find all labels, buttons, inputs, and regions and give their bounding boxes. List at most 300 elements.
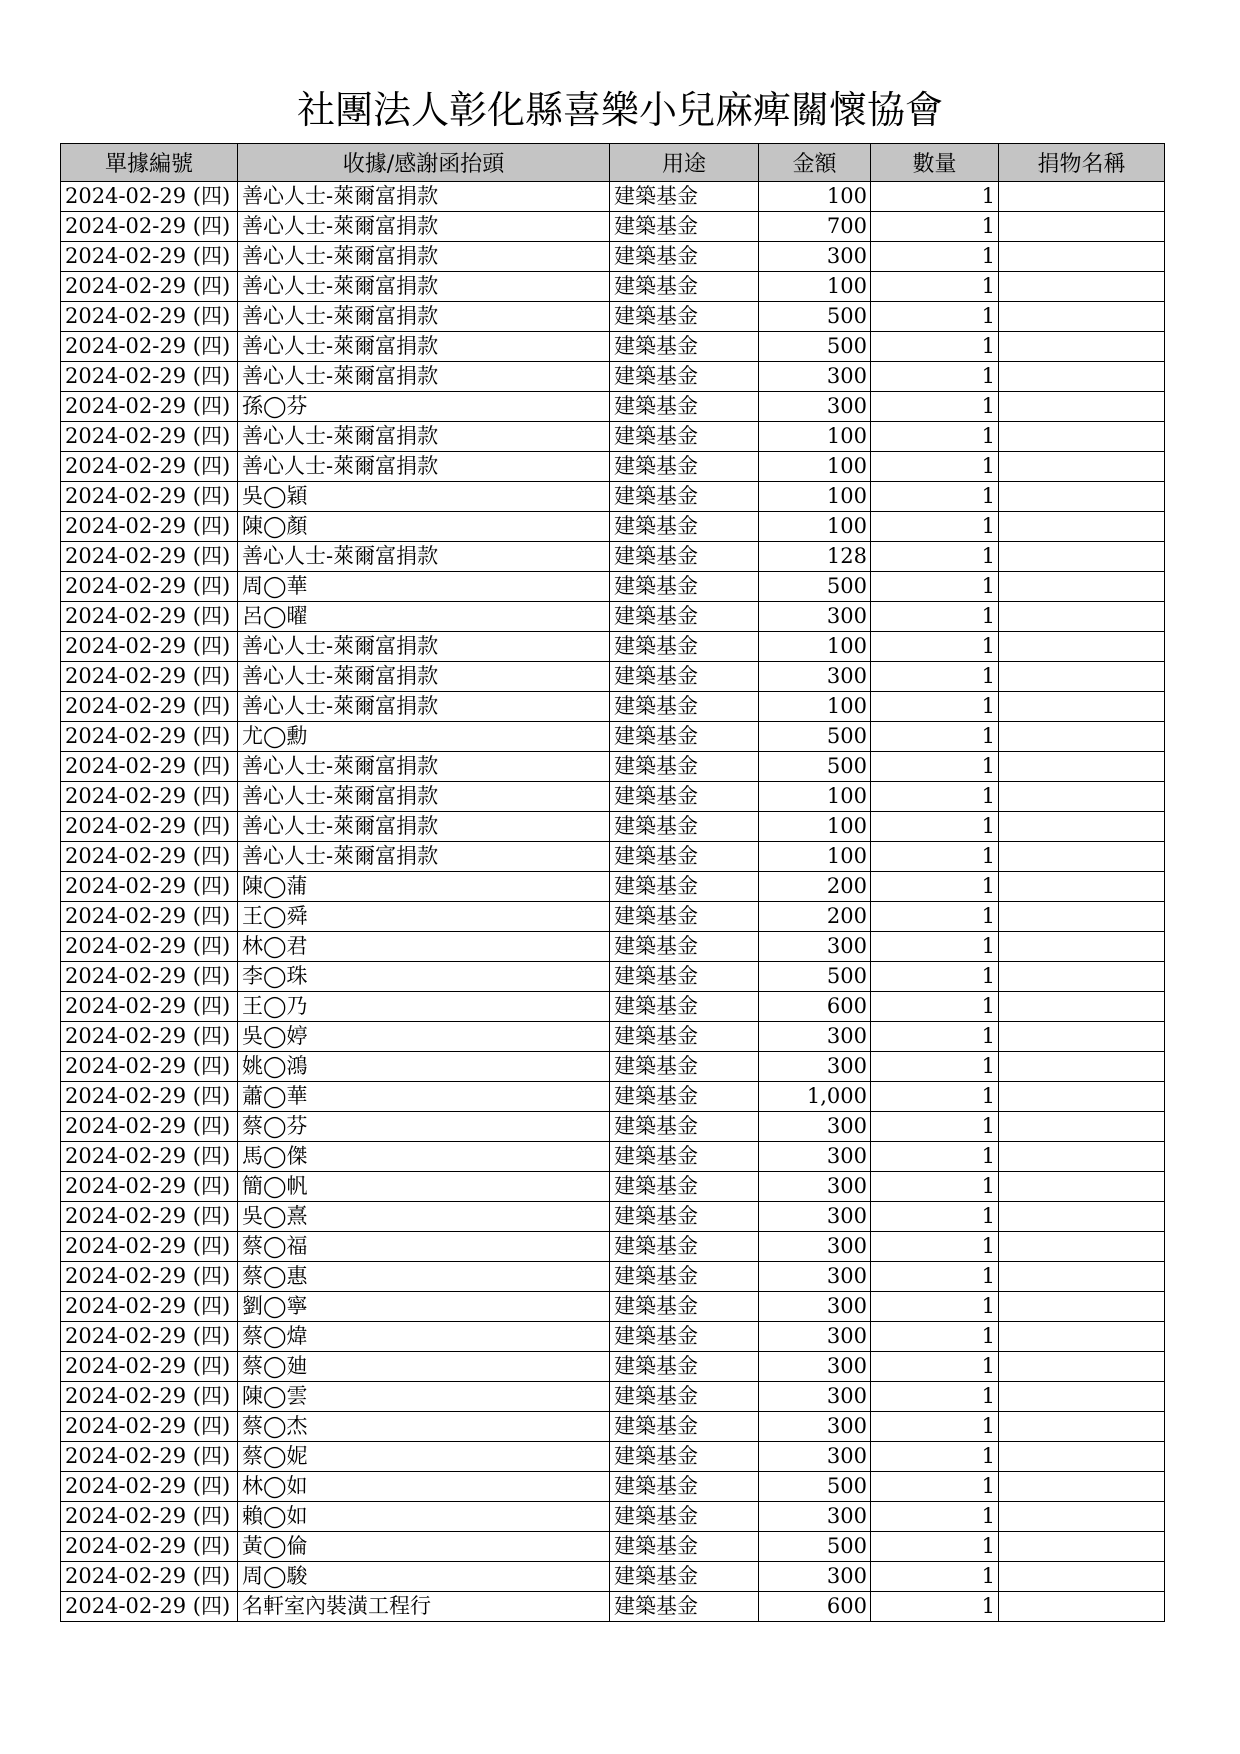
header-receipt-title: 收據/感謝函抬頭: [238, 144, 610, 182]
cell-quantity: 1: [871, 1142, 999, 1172]
cell-amount: 300: [759, 662, 871, 692]
cell-amount: 300: [759, 1562, 871, 1592]
cell-receipt-title: 李◯珠: [238, 962, 610, 992]
cell-purpose: 建築基金: [610, 782, 759, 812]
cell-amount: 100: [759, 182, 871, 212]
cell-purpose: 建築基金: [610, 1052, 759, 1082]
cell-amount: 100: [759, 782, 871, 812]
cell-quantity: 1: [871, 1352, 999, 1382]
cell-quantity: 1: [871, 812, 999, 842]
table-row: [61, 992, 1165, 1022]
cell-purpose: 建築基金: [610, 1082, 759, 1112]
cell-receipt-number: 2024-02-29 (四): [61, 242, 238, 272]
cell-quantity: 1: [871, 482, 999, 512]
cell-receipt-title: 劉◯寧: [238, 1292, 610, 1322]
cell-receipt-title: 王◯舜: [238, 902, 610, 932]
cell-receipt-number: 2024-02-29 (四): [61, 1142, 238, 1172]
header-purpose: 用途: [610, 144, 759, 182]
cell-item-name: [999, 512, 1165, 542]
table-row: [61, 1322, 1165, 1352]
cell-amount: 300: [759, 1232, 871, 1262]
cell-purpose: 建築基金: [610, 1112, 759, 1142]
cell-receipt-title: 馬◯傑: [238, 1142, 610, 1172]
cell-receipt-number: 2024-02-29 (四): [61, 1022, 238, 1052]
cell-receipt-number: 2024-02-29 (四): [61, 182, 238, 212]
cell-amount: 100: [759, 842, 871, 872]
cell-amount: 300: [759, 1442, 871, 1472]
cell-amount: 500: [759, 722, 871, 752]
cell-receipt-title: 善心人士-萊爾富捐款: [238, 692, 610, 722]
cell-item-name: [999, 272, 1165, 302]
cell-quantity: 1: [871, 272, 999, 302]
table-row: [61, 1172, 1165, 1202]
cell-amount: 100: [759, 692, 871, 722]
cell-quantity: 1: [871, 572, 999, 602]
cell-item-name: [999, 212, 1165, 242]
cell-receipt-number: 2024-02-29 (四): [61, 1442, 238, 1472]
cell-purpose: 建築基金: [610, 842, 759, 872]
header-item-name: 捐物名稱: [999, 144, 1165, 182]
table-row: [61, 182, 1165, 212]
cell-receipt-number: 2024-02-29 (四): [61, 572, 238, 602]
cell-amount: 300: [759, 1382, 871, 1412]
cell-receipt-number: 2024-02-29 (四): [61, 1082, 238, 1112]
cell-item-name: [999, 1022, 1165, 1052]
cell-purpose: 建築基金: [610, 242, 759, 272]
table-row: [61, 302, 1165, 332]
cell-amount: 300: [759, 1502, 871, 1532]
cell-purpose: 建築基金: [610, 362, 759, 392]
cell-purpose: 建築基金: [610, 182, 759, 212]
cell-amount: 300: [759, 1112, 871, 1142]
cell-receipt-title: 善心人士-萊爾富捐款: [238, 422, 610, 452]
cell-quantity: 1: [871, 362, 999, 392]
table-row: [61, 1442, 1165, 1472]
cell-receipt-number: 2024-02-29 (四): [61, 1292, 238, 1322]
table-row: [61, 902, 1165, 932]
table-row: [61, 812, 1165, 842]
cell-quantity: 1: [871, 542, 999, 572]
cell-purpose: 建築基金: [610, 932, 759, 962]
table-row: [61, 272, 1165, 302]
cell-purpose: 建築基金: [610, 332, 759, 362]
cell-amount: 300: [759, 932, 871, 962]
cell-receipt-number: 2024-02-29 (四): [61, 962, 238, 992]
cell-receipt-number: 2024-02-29 (四): [61, 782, 238, 812]
table-row: [61, 662, 1165, 692]
cell-quantity: 1: [871, 1382, 999, 1412]
cell-item-name: [999, 662, 1165, 692]
table-row: [61, 1232, 1165, 1262]
cell-quantity: 1: [871, 1322, 999, 1352]
table-row: [61, 782, 1165, 812]
cell-receipt-title: 善心人士-萊爾富捐款: [238, 662, 610, 692]
cell-purpose: 建築基金: [610, 1472, 759, 1502]
cell-item-name: [999, 1322, 1165, 1352]
cell-receipt-number: 2024-02-29 (四): [61, 422, 238, 452]
table-row: [61, 1262, 1165, 1292]
cell-receipt-number: 2024-02-29 (四): [61, 932, 238, 962]
cell-amount: 500: [759, 1532, 871, 1562]
table-row: [61, 572, 1165, 602]
cell-amount: 300: [759, 1292, 871, 1322]
cell-quantity: 1: [871, 512, 999, 542]
cell-receipt-title: 蔡◯福: [238, 1232, 610, 1262]
cell-quantity: 1: [871, 452, 999, 482]
cell-amount: 100: [759, 482, 871, 512]
cell-receipt-number: 2024-02-29 (四): [61, 1052, 238, 1082]
cell-receipt-number: 2024-02-29 (四): [61, 392, 238, 422]
cell-receipt-title: 呂◯曜: [238, 602, 610, 632]
cell-amount: 500: [759, 1472, 871, 1502]
cell-item-name: [999, 1592, 1165, 1622]
cell-amount: 600: [759, 1592, 871, 1622]
cell-receipt-title: 善心人士-萊爾富捐款: [238, 302, 610, 332]
cell-receipt-number: 2024-02-29 (四): [61, 272, 238, 302]
cell-quantity: 1: [871, 1082, 999, 1112]
cell-receipt-number: 2024-02-29 (四): [61, 872, 238, 902]
cell-quantity: 1: [871, 1172, 999, 1202]
cell-receipt-title: 蔡◯妮: [238, 1442, 610, 1472]
cell-item-name: [999, 332, 1165, 362]
cell-receipt-title: 陳◯顏: [238, 512, 610, 542]
cell-quantity: 1: [871, 1502, 999, 1532]
cell-receipt-title: 善心人士-萊爾富捐款: [238, 272, 610, 302]
table-row: [61, 962, 1165, 992]
cell-amount: 300: [759, 1412, 871, 1442]
table-row: [61, 332, 1165, 362]
cell-quantity: 1: [871, 422, 999, 452]
cell-amount: 500: [759, 752, 871, 782]
cell-receipt-number: 2024-02-29 (四): [61, 212, 238, 242]
cell-quantity: 1: [871, 1292, 999, 1322]
cell-item-name: [999, 632, 1165, 662]
cell-purpose: 建築基金: [610, 1352, 759, 1382]
cell-receipt-title: 善心人士-萊爾富捐款: [238, 782, 610, 812]
cell-quantity: 1: [871, 632, 999, 662]
cell-receipt-title: 善心人士-萊爾富捐款: [238, 842, 610, 872]
cell-receipt-number: 2024-02-29 (四): [61, 602, 238, 632]
cell-quantity: 1: [871, 962, 999, 992]
cell-item-name: [999, 722, 1165, 752]
cell-item-name: [999, 392, 1165, 422]
cell-quantity: 1: [871, 1232, 999, 1262]
cell-receipt-title: 賴◯如: [238, 1502, 610, 1532]
cell-amount: 500: [759, 302, 871, 332]
cell-purpose: 建築基金: [610, 992, 759, 1022]
cell-receipt-number: 2024-02-29 (四): [61, 902, 238, 932]
cell-purpose: 建築基金: [610, 1172, 759, 1202]
header-quantity: 數量: [871, 144, 999, 182]
cell-purpose: 建築基金: [610, 1202, 759, 1232]
cell-amount: 700: [759, 212, 871, 242]
cell-receipt-number: 2024-02-29 (四): [61, 1532, 238, 1562]
cell-receipt-title: 陳◯蒲: [238, 872, 610, 902]
cell-receipt-number: 2024-02-29 (四): [61, 1172, 238, 1202]
cell-item-name: [999, 692, 1165, 722]
cell-receipt-title: 蔡◯廸: [238, 1352, 610, 1382]
cell-purpose: 建築基金: [610, 632, 759, 662]
table-row: [61, 1022, 1165, 1052]
header-receipt-number: 單據編號: [61, 144, 238, 182]
cell-quantity: 1: [871, 1262, 999, 1292]
cell-item-name: [999, 452, 1165, 482]
cell-amount: 300: [759, 392, 871, 422]
table-row: [61, 422, 1165, 452]
cell-quantity: 1: [871, 212, 999, 242]
cell-quantity: 1: [871, 1592, 999, 1622]
cell-item-name: [999, 1112, 1165, 1142]
cell-item-name: [999, 962, 1165, 992]
cell-quantity: 1: [871, 902, 999, 932]
table-row: [61, 602, 1165, 632]
cell-receipt-number: 2024-02-29 (四): [61, 1352, 238, 1382]
cell-quantity: 1: [871, 1442, 999, 1472]
cell-item-name: [999, 842, 1165, 872]
cell-receipt-title: 善心人士-萊爾富捐款: [238, 212, 610, 242]
table-row: [61, 752, 1165, 782]
cell-purpose: 建築基金: [610, 512, 759, 542]
cell-amount: 128: [759, 542, 871, 572]
cell-receipt-number: 2024-02-29 (四): [61, 302, 238, 332]
cell-receipt-number: 2024-02-29 (四): [61, 722, 238, 752]
cell-receipt-title: 善心人士-萊爾富捐款: [238, 182, 610, 212]
cell-purpose: 建築基金: [610, 752, 759, 782]
cell-receipt-number: 2024-02-29 (四): [61, 662, 238, 692]
table-row: [61, 722, 1165, 752]
cell-receipt-title: 蕭◯華: [238, 1082, 610, 1112]
cell-quantity: 1: [871, 992, 999, 1022]
cell-item-name: [999, 902, 1165, 932]
cell-amount: 300: [759, 1052, 871, 1082]
cell-item-name: [999, 992, 1165, 1022]
cell-quantity: 1: [871, 242, 999, 272]
cell-item-name: [999, 1202, 1165, 1232]
cell-receipt-title: 善心人士-萊爾富捐款: [238, 752, 610, 782]
cell-receipt-number: 2024-02-29 (四): [61, 842, 238, 872]
cell-purpose: 建築基金: [610, 902, 759, 932]
table-row: [61, 392, 1165, 422]
table-row: [61, 1142, 1165, 1172]
table-row: [61, 1082, 1165, 1112]
cell-item-name: [999, 182, 1165, 212]
cell-receipt-title: 吳◯婷: [238, 1022, 610, 1052]
cell-item-name: [999, 1562, 1165, 1592]
cell-amount: 500: [759, 962, 871, 992]
cell-receipt-number: 2024-02-29 (四): [61, 1592, 238, 1622]
table-row: [61, 1472, 1165, 1502]
cell-purpose: 建築基金: [610, 452, 759, 482]
cell-receipt-number: 2024-02-29 (四): [61, 812, 238, 842]
cell-receipt-title: 蔡◯杰: [238, 1412, 610, 1442]
cell-amount: 300: [759, 1322, 871, 1352]
table-row: [61, 1592, 1165, 1622]
table-row: [61, 1532, 1165, 1562]
table-row: [61, 452, 1165, 482]
cell-receipt-title: 尤◯勳: [238, 722, 610, 752]
table-row: [61, 1052, 1165, 1082]
cell-quantity: 1: [871, 1412, 999, 1442]
cell-quantity: 1: [871, 1532, 999, 1562]
cell-amount: 500: [759, 572, 871, 602]
cell-receipt-title: 周◯華: [238, 572, 610, 602]
cell-purpose: 建築基金: [610, 962, 759, 992]
table-header-row: [61, 144, 1165, 182]
cell-receipt-number: 2024-02-29 (四): [61, 332, 238, 362]
cell-receipt-number: 2024-02-29 (四): [61, 992, 238, 1022]
cell-item-name: [999, 1382, 1165, 1412]
cell-receipt-number: 2024-02-29 (四): [61, 1262, 238, 1292]
cell-item-name: [999, 932, 1165, 962]
cell-receipt-number: 2024-02-29 (四): [61, 452, 238, 482]
cell-receipt-title: 蔡◯惠: [238, 1262, 610, 1292]
cell-amount: 200: [759, 872, 871, 902]
cell-receipt-number: 2024-02-29 (四): [61, 632, 238, 662]
table-row: [61, 1502, 1165, 1532]
cell-purpose: 建築基金: [610, 872, 759, 902]
cell-amount: 1,000: [759, 1082, 871, 1112]
table-row: [61, 1382, 1165, 1412]
cell-quantity: 1: [871, 842, 999, 872]
cell-receipt-title: 蔡◯煒: [238, 1322, 610, 1352]
cell-receipt-number: 2024-02-29 (四): [61, 1502, 238, 1532]
cell-receipt-number: 2024-02-29 (四): [61, 542, 238, 572]
cell-receipt-number: 2024-02-29 (四): [61, 482, 238, 512]
cell-purpose: 建築基金: [610, 392, 759, 422]
cell-receipt-title: 善心人士-萊爾富捐款: [238, 452, 610, 482]
table-row: [61, 362, 1165, 392]
cell-amount: 100: [759, 632, 871, 662]
cell-receipt-number: 2024-02-29 (四): [61, 1202, 238, 1232]
cell-quantity: 1: [871, 182, 999, 212]
cell-amount: 100: [759, 512, 871, 542]
cell-receipt-number: 2024-02-29 (四): [61, 1472, 238, 1502]
cell-quantity: 1: [871, 782, 999, 812]
cell-item-name: [999, 242, 1165, 272]
cell-purpose: 建築基金: [610, 1592, 759, 1622]
cell-amount: 300: [759, 1142, 871, 1172]
cell-receipt-title: 善心人士-萊爾富捐款: [238, 332, 610, 362]
cell-receipt-title: 名軒室內裝潢工程行: [238, 1592, 610, 1622]
cell-item-name: [999, 422, 1165, 452]
cell-receipt-number: 2024-02-29 (四): [61, 1382, 238, 1412]
cell-amount: 100: [759, 272, 871, 302]
cell-receipt-title: 王◯乃: [238, 992, 610, 1022]
cell-purpose: 建築基金: [610, 542, 759, 572]
cell-item-name: [999, 1172, 1165, 1202]
cell-quantity: 1: [871, 332, 999, 362]
table-row: [61, 542, 1165, 572]
cell-receipt-title: 善心人士-萊爾富捐款: [238, 542, 610, 572]
table-row: [61, 1202, 1165, 1232]
cell-receipt-number: 2024-02-29 (四): [61, 1232, 238, 1262]
cell-quantity: 1: [871, 1562, 999, 1592]
cell-purpose: 建築基金: [610, 1232, 759, 1262]
cell-receipt-title: 孫◯芬: [238, 392, 610, 422]
document-title: 社團法人彰化縣喜樂小兒麻痺關懷協會: [296, 88, 943, 132]
cell-item-name: [999, 302, 1165, 332]
cell-purpose: 建築基金: [610, 1502, 759, 1532]
cell-quantity: 1: [871, 1112, 999, 1142]
cell-item-name: [999, 752, 1165, 782]
cell-quantity: 1: [871, 662, 999, 692]
cell-quantity: 1: [871, 1022, 999, 1052]
cell-receipt-title: 林◯如: [238, 1472, 610, 1502]
cell-purpose: 建築基金: [610, 722, 759, 752]
table-row: [61, 212, 1165, 242]
cell-amount: 600: [759, 992, 871, 1022]
cell-item-name: [999, 782, 1165, 812]
cell-quantity: 1: [871, 392, 999, 422]
cell-receipt-title: 善心人士-萊爾富捐款: [238, 362, 610, 392]
cell-item-name: [999, 362, 1165, 392]
table-row: [61, 1112, 1165, 1142]
cell-receipt-number: 2024-02-29 (四): [61, 1322, 238, 1352]
cell-quantity: 1: [871, 932, 999, 962]
cell-item-name: [999, 812, 1165, 842]
table-row: [61, 932, 1165, 962]
cell-item-name: [999, 1262, 1165, 1292]
cell-item-name: [999, 1502, 1165, 1532]
cell-quantity: 1: [871, 1202, 999, 1232]
table-row: [61, 242, 1165, 272]
cell-purpose: 建築基金: [610, 272, 759, 302]
cell-receipt-number: 2024-02-29 (四): [61, 692, 238, 722]
cell-receipt-title: 周◯駿: [238, 1562, 610, 1592]
table-row: [61, 632, 1165, 662]
table-row: [61, 872, 1165, 902]
cell-receipt-title: 吳◯熹: [238, 1202, 610, 1232]
cell-receipt-title: 姚◯鴻: [238, 1052, 610, 1082]
cell-item-name: [999, 542, 1165, 572]
cell-amount: 100: [759, 422, 871, 452]
cell-quantity: 1: [871, 872, 999, 902]
cell-purpose: 建築基金: [610, 572, 759, 602]
cell-item-name: [999, 1472, 1165, 1502]
cell-amount: 100: [759, 452, 871, 482]
cell-purpose: 建築基金: [610, 1292, 759, 1322]
cell-receipt-number: 2024-02-29 (四): [61, 512, 238, 542]
cell-receipt-title: 善心人士-萊爾富捐款: [238, 242, 610, 272]
table-row: [61, 842, 1165, 872]
cell-purpose: 建築基金: [610, 212, 759, 242]
table-row: [61, 1292, 1165, 1322]
cell-purpose: 建築基金: [610, 1532, 759, 1562]
table-row: [61, 482, 1165, 512]
cell-item-name: [999, 1142, 1165, 1172]
cell-amount: 300: [759, 1022, 871, 1052]
cell-purpose: 建築基金: [610, 1382, 759, 1412]
cell-item-name: [999, 1532, 1165, 1562]
table-body: [61, 182, 1165, 1622]
cell-quantity: 1: [871, 722, 999, 752]
cell-amount: 500: [759, 332, 871, 362]
cell-item-name: [999, 1292, 1165, 1322]
cell-quantity: 1: [871, 752, 999, 782]
cell-receipt-title: 簡◯帆: [238, 1172, 610, 1202]
table-row: [61, 512, 1165, 542]
cell-item-name: [999, 1352, 1165, 1382]
cell-item-name: [999, 1082, 1165, 1112]
cell-purpose: 建築基金: [610, 1562, 759, 1592]
cell-item-name: [999, 482, 1165, 512]
cell-quantity: 1: [871, 302, 999, 332]
cell-receipt-title: 黃◯倫: [238, 1532, 610, 1562]
cell-amount: 300: [759, 1202, 871, 1232]
cell-item-name: [999, 1442, 1165, 1472]
cell-amount: 300: [759, 362, 871, 392]
cell-amount: 300: [759, 1352, 871, 1382]
